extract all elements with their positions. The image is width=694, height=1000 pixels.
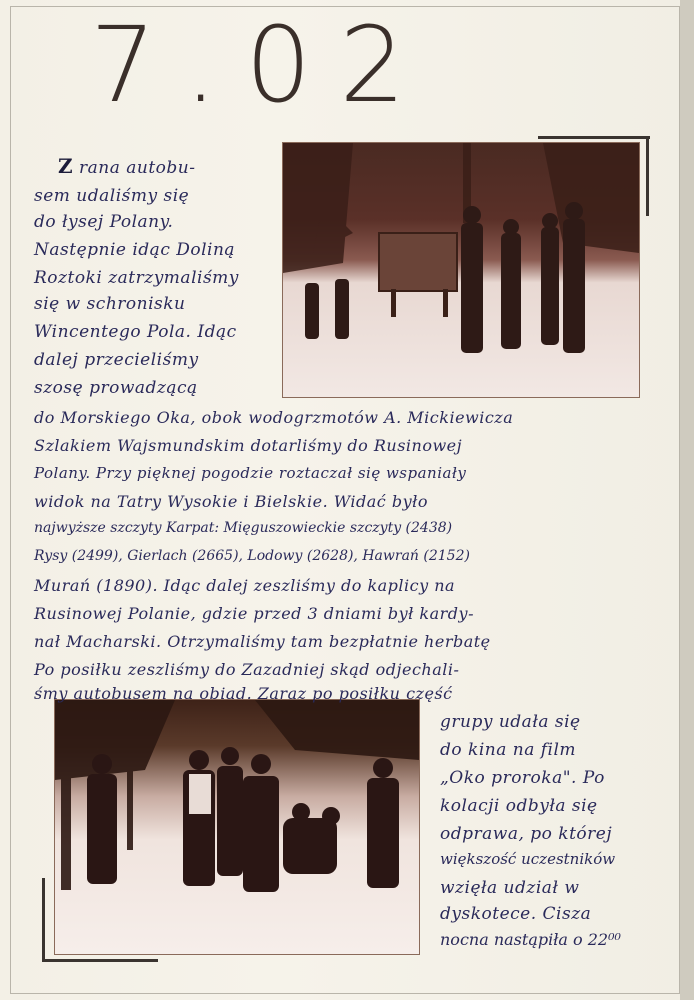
handwritten-line: sem udaliśmy się: [34, 186, 190, 206]
handwritten-line: większość uczestników: [440, 850, 616, 868]
handwritten-line: do kina na film: [440, 740, 577, 760]
photo-corner-line: [42, 959, 158, 962]
handwritten-line: Wincentego Pola. Idąc: [34, 322, 237, 342]
page-binding-edge: [680, 0, 694, 1000]
photo-snowy-hut-group: [282, 142, 640, 398]
handwritten-line: grupy udała się: [440, 712, 581, 732]
handwritten-line: nał Macharski. Otrzymaliśmy tam bezpłatnie herbatę: [34, 632, 491, 651]
photo-corner-line: [42, 878, 45, 962]
handwritten-line: odprawa, po której: [440, 824, 613, 844]
handwritten-line: „Oko proroka". Po: [440, 768, 605, 788]
handwritten-line: widok na Tatry Wysokie i Bielskie. Widać było: [34, 492, 428, 511]
handwritten-line: Z rana autobu-: [58, 154, 196, 178]
handwritten-line: kolacji odbyła się: [440, 796, 598, 816]
handwritten-line: Roztoki zatrzymaliśmy: [34, 268, 239, 288]
handwritten-line: dyskotece. Cisza: [440, 904, 592, 924]
handwritten-line: do Morskiego Oka, obok wodogrzmotów A. Mickiewicza: [34, 408, 514, 427]
photo-corner-line: [646, 136, 649, 216]
handwritten-line: Szlakiem Wajsmundskim dotarliśmy do Rusinowej: [34, 436, 463, 455]
handwritten-line: się w schronisku: [34, 294, 186, 314]
handwritten-line: szosę prowadzącą: [34, 378, 198, 398]
handwritten-line: najwyższe szczyty Karpat: Mięguszowieckie szczyty (2438): [34, 520, 453, 536]
handwritten-line: Po posiłku zeszliśmy do Zazadniej skąd odjechali-: [34, 660, 460, 679]
handwritten-line: nocna nastąpiła o 22⁰⁰: [440, 930, 621, 949]
handwritten-line: wzięła udział w: [440, 878, 580, 898]
photo-group-in-snow: [54, 699, 420, 955]
handwritten-line: do łysej Polany.: [34, 212, 174, 232]
page-date-heading: 7.02: [90, 4, 434, 126]
handwritten-line: dalej przecieliśmy: [34, 350, 199, 370]
handwritten-line: Rysy (2499), Gierlach (2665), Lodowy (2628), Hawrań (2152): [34, 548, 470, 564]
handwritten-line: śmy autobusem na obiad. Zaraz po posiłku część: [34, 684, 453, 703]
handwritten-line: Następnie idąc Doliną: [34, 240, 236, 260]
handwritten-line: Rusinowej Polanie, gdzie przed 3 dniami był kardy-: [34, 604, 474, 623]
photo-corner-line: [538, 136, 650, 139]
handwritten-line: Murań (1890). Idąc dalej zeszliśmy do kaplicy na: [34, 576, 456, 595]
handwritten-line: Polany. Przy pięknej pogodzie roztaczał się wspaniały: [34, 464, 467, 482]
